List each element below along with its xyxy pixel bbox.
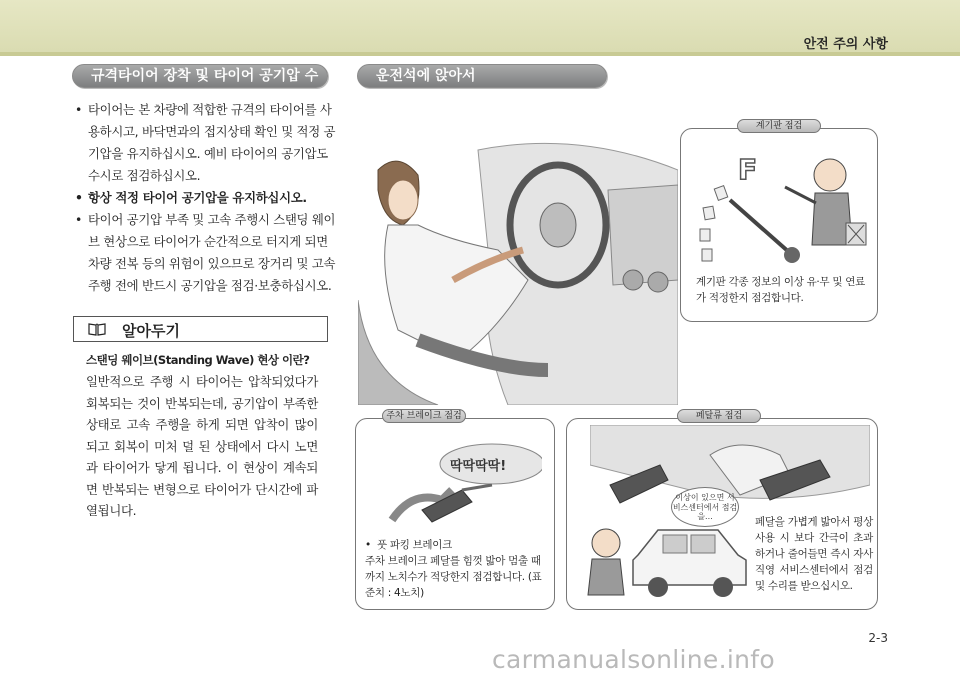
driver-seat-illustration [358,130,678,405]
gauge-check-text: 계기판 각종 정보의 이상 유·무 및 연료가 적정한지 점검합니다. [696,276,865,304]
fuel-full-letter: F [738,153,758,186]
brake-sound-text: 딱딱딱딱! [450,459,507,474]
parking-brake-text: 주차 브레이크 페달를 힘껏 밟아 멈출 때까지 노치수가 적당한지 점검합니다. (표준치 : 4노치) [365,555,542,599]
parking-brake-tag: 주차 브레이크 점검 [382,409,466,423]
note-box [73,316,328,342]
note-body: 일반적으로 주행 시 타이어는 압착되었다가 회복되는 것이 반복되는데, 공기압이 부족한 상태로 고속 주행을 하게 되면 압착이 많이 되고 회복이 미처 덜 된 상태에서 다시 노면과 타이어가 닿게 됩니다. 이 현상이 계속되면 반복되는 변형으로 타이어가 단시간에 파열됩니다. [86,374,318,518]
pedal-check-text: 페달을 가볍게 밟아서 평상 사용 시 보다 간극이 초과하거나 줄어들면 즉시 자사 직영 서비스센터에서 점검 및 수리를 받으십시오. [755,516,873,592]
fuel-gauge-illustration [690,145,870,265]
note-label: 알아두기 [122,322,180,340]
watermark: carmanualsonline.info [492,645,775,674]
page-number: 2-3 [868,631,888,645]
section-title: 안전 주의 사항 [803,37,888,52]
bullet-item: • 타이어 공기압 부족 및 고속 주행시 스탠딩 웨이브 현상으로 타이어가 순간적으로 터지게 되면 차량 전복 등의 위험이 있으므로 장거리 및 고속 주행 전에 반드시 공기압을 점검·보충하십시오. [74,209,336,297]
parking-brake-bullet: • 풋 파킹 브레이크 [365,539,452,551]
bullet-item: • 타이어는 본 차량에 적합한 규격의 타이어를 사용하시고, 바닥면과의 접지상태 확인 및 적정 공기압을 유지하십시오. 예비 타이어의 공기압도 수시로 점검하십시오. [74,99,336,187]
right-section-heading: 운전석에 앉아서 [357,64,607,88]
pedal-check-tag: 페달류 점검 [677,409,761,423]
bullet-item: • 항상 적정 타이어 공기압을 유지하십시오. [74,187,336,209]
service-speech-bubble: 이상이 있으면 서비스센터에서 점검을... [671,487,739,527]
parking-brake-bullet-label: 풋 파킹 브레이크 [376,539,452,551]
book-icon [88,322,106,336]
left-section-heading: 규격타이어 장착 및 타이어 공기압 수시 점검 [72,64,328,88]
tire-bullet-list [74,99,336,297]
parking-brake-illustration [372,430,542,530]
mechanic-car-illustration [578,515,753,600]
header-rule [0,52,960,56]
note-subtitle: 스탠딩 웨이브(Standing Wave) 현상 이란? [86,353,310,367]
gauge-check-tag: 계기판 점검 [737,119,821,133]
